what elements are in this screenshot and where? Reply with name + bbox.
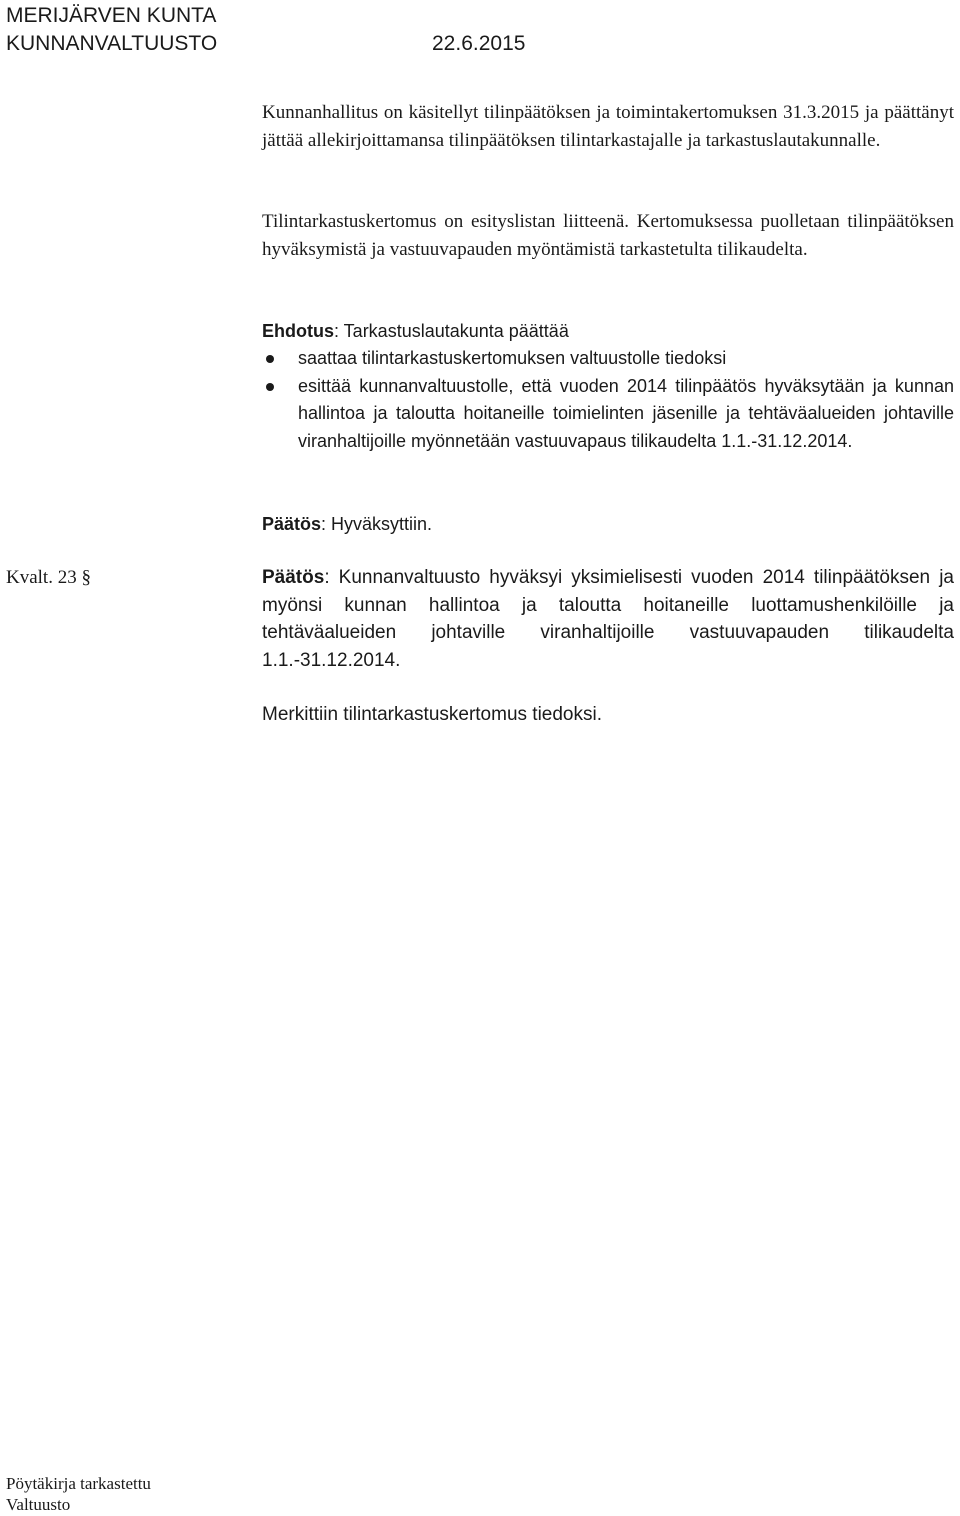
meeting-date: 22.6.2015 <box>432 32 526 55</box>
decision-text: : Hyväksyttiin. <box>321 514 433 534</box>
list-item <box>262 373 954 456</box>
decision-text: : Kunnanvaltuusto hyväksyi yksimielisesti vuoden 2014 tilinpäätöksen ja myönsi kunnan hallintoa ja taloutta hoitaneille luottamushenkilöille ja tehtäväalueiden johtaville viranhaltijoille vastuuvapauden tilikaudelta 1.1.-31.12.2014. <box>262 567 954 671</box>
bullet-icon <box>266 355 274 363</box>
bullet-text: saattaa tilintarkastuskertomuksen valtuustolle tiedoksi <box>298 348 727 368</box>
decision-label: Päätös <box>262 514 322 534</box>
note-text: Merkittiin tilintarkastuskertomus tiedoksi. <box>262 704 602 725</box>
council-name: KUNNANVALTUUSTO <box>6 32 218 55</box>
document-header <box>6 31 526 57</box>
decision-council <box>262 564 954 674</box>
bullet-icon <box>266 383 274 391</box>
paragraph-audit-report: Tilintarkastuskertomus on esityslistan liitteenä. Kertomuksessa puolletaan tilinpäätöksen hyväksymistä ja vastuuvapauden myöntämistä tarkastetulta tilikaudelta. <box>262 211 954 260</box>
proposal-heading <box>262 318 569 346</box>
footer-reviewed: Pöytäkirja tarkastettu <box>6 1474 151 1493</box>
organization-name: MERIJÄRVEN KUNTA <box>6 4 217 27</box>
section-reference: Kvalt. 23 § <box>6 567 91 588</box>
paragraph-board-handling: Kunnanhallitus on käsitellyt tilinpäätöksen ja toimintakertomuksen 31.3.2015 ja päättänyt jättää allekirjoittamansa tilinpäätöksen tilintarkastajalle ja tarkastuslautakunnalle. <box>262 102 954 151</box>
bullet-text: esittää kunnanvaltuustolle, että vuoden 2014 tilinpäätös hyväksytään ja kunnan hallintoa ja taloutta hoitaneille toimielinten jäsenille ja tehtäväalueiden johtaville viranhaltijoille myönnetään vastuuvapaus tilikaudelta 1.1.-31.12.2014. <box>298 375 954 451</box>
decision-board <box>262 511 432 539</box>
proposal-bullet-list <box>262 345 954 455</box>
decision-label: Päätös <box>262 567 325 588</box>
footer-body: Valtuusto <box>6 1495 71 1514</box>
proposal-text: : Tarkastuslautakunta päättää <box>334 321 569 341</box>
proposal-label: Ehdotus <box>262 321 334 341</box>
list-item <box>262 345 954 373</box>
